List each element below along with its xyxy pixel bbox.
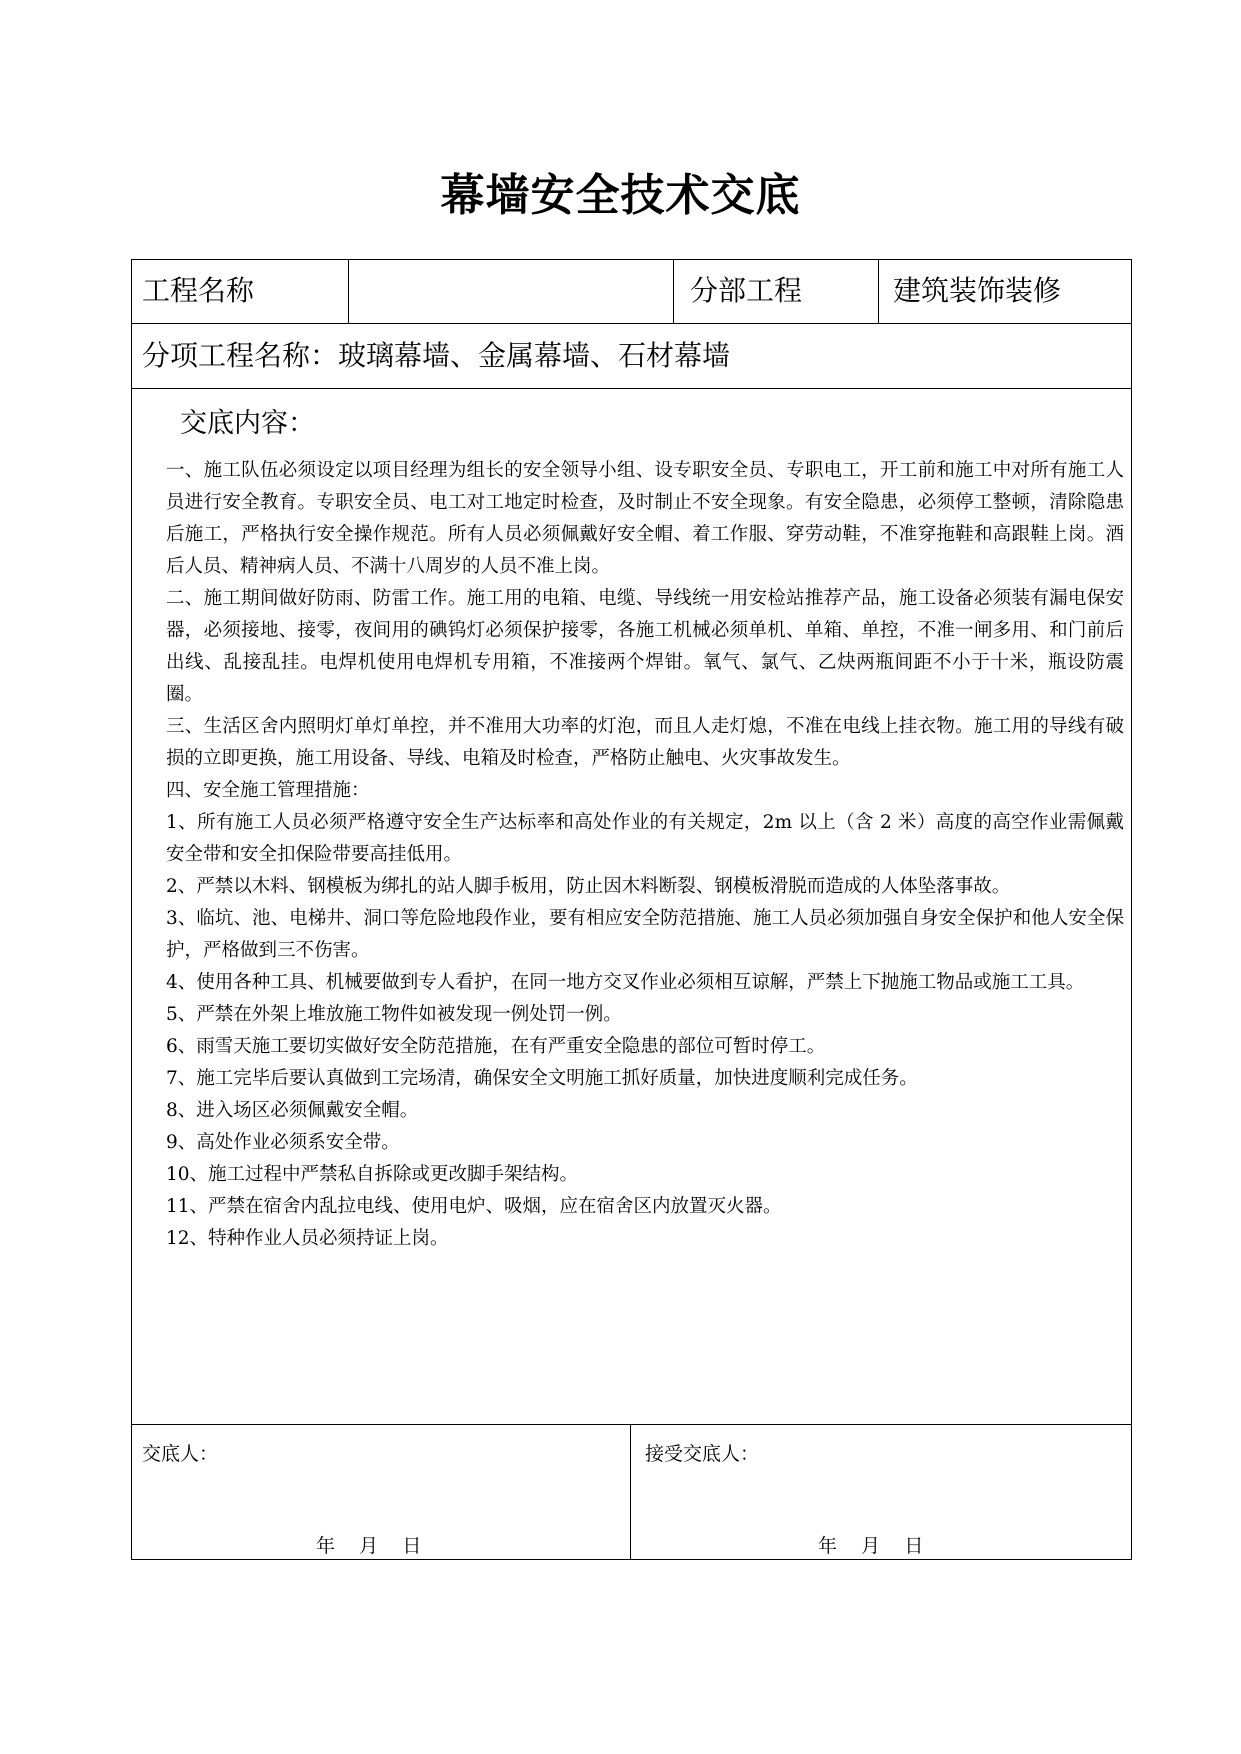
signature-divider xyxy=(630,1424,631,1560)
content-item: 11、严禁在宿舍内乱拉电线、使用电炉、吸烟，应在宿舍区内放置灭火器。 xyxy=(166,1196,782,1217)
content-item: 6、雨雪天施工要切实做好安全防范措施，在有严重安全隐患的部位可暂时停工。 xyxy=(166,1036,826,1057)
receiver-label: 接受交底人： xyxy=(645,1443,760,1465)
presenter-date: 年 月 日 xyxy=(316,1535,422,1557)
content-item: 7、施工完毕后要认真做到工完场清，确保安全文明施工抓好质量，加快进度顺利完成任务。 xyxy=(166,1068,918,1089)
content-list xyxy=(166,455,1124,1255)
row-divider-subitem xyxy=(131,388,1132,389)
content-item: 1、所有施工人员必须严格遵守安全生产达标率和高处作业的有关规定，2m 以上（含 2 米）高度的高空作业需佩戴安全带和安全扣保险带要高挂低用。 xyxy=(166,812,1124,865)
project-name-label: 工程名称 xyxy=(142,274,255,307)
col-divider-3 xyxy=(878,259,879,323)
content-item: 10、施工过程中严禁私自拆除或更改脚手架结构。 xyxy=(166,1164,579,1185)
content-item: 一、施工队伍必须设定以项目经理为组长的安全领导小组、设专职安全员、专职电工，开工前和施工中对所有施工人员进行安全教育。专职安全员、电工对工地定时检查，及时制止不安全现象。有安全隐患，必须停工整顿，清除隐患后施工，严格执行安全操作规范。所有人员必须佩戴好安全帽、着工作服、穿劳动鞋，不准穿拖鞋和高跟鞋上岗。酒后人员、精神病人员、不满十八周岁的人员不准上岗。 xyxy=(166,460,1124,577)
subitem-name: 分项工程名称：玻璃幕墙、金属幕墙、石材幕墙 xyxy=(142,339,731,372)
col-divider-1 xyxy=(348,259,349,323)
content-item: 四、安全施工管理措施： xyxy=(166,780,370,801)
content-item: 3、临坑、池、电梯井、洞口等危险地段作业，要有相应安全防范措施、施工人员必须加强自身安全保护和他人安全保护，严格做到三不伤害。 xyxy=(166,908,1124,961)
division-value: 建筑装饰装修 xyxy=(893,274,1062,307)
content-item: 二、施工期间做好防雨、防雷工作。施工用的电箱、电缆、导线统一用安检站推荐产品，施工设备必须装有漏电保安器，必须接地、接零，夜间用的碘钨灯必须保护接零，各施工机械必须单机、单箱、单控，不准一闸多用、和门前后出线、乱接乱挂。电焊机使用电焊机专用箱，不准接两个焊钳。氧气、氯气、乙炔两瓶间距不小于十米，瓶设防震圈。 xyxy=(166,588,1124,705)
content-item: 9、高处作业必须系安全带。 xyxy=(166,1132,400,1153)
content-item: 三、生活区舍内照明灯单灯单控，并不准用大功率的灯泡，而且人走灯熄，不准在电线上挂衣物。施工用的导线有破损的立即更换，施工用设备、导线、电箱及时检查，严格防止触电、火灾事故发生。 xyxy=(166,716,1124,769)
row-divider-header xyxy=(131,323,1132,324)
document-title: 幕墙安全技术交底 xyxy=(440,170,801,221)
content-item: 5、严禁在外架上堆放施工物件如被发现一例处罚一例。 xyxy=(166,1004,622,1025)
content-item: 8、进入场区必须佩戴安全帽。 xyxy=(166,1100,419,1121)
receiver-date: 年 月 日 xyxy=(818,1535,924,1557)
col-divider-2 xyxy=(673,259,674,323)
content-item: 2、严禁以木料、钢模板为绑扎的站人脚手板用，防止因木料断裂、钢模板滑脱而造成的人体坠落事故。 xyxy=(166,876,1011,897)
row-divider-content xyxy=(131,1424,1132,1425)
division-label: 分部工程 xyxy=(690,274,803,307)
content-item: 12、特种作业人员必须持证上岗。 xyxy=(166,1228,449,1249)
content-item: 4、使用各种工具、机械要做到专人看护，在同一地方交叉作业必须相互谅解，严禁上下抛施工物品或施工工具。 xyxy=(166,972,1085,993)
content-heading: 交底内容： xyxy=(180,408,315,439)
presenter-label: 交底人： xyxy=(142,1443,219,1465)
